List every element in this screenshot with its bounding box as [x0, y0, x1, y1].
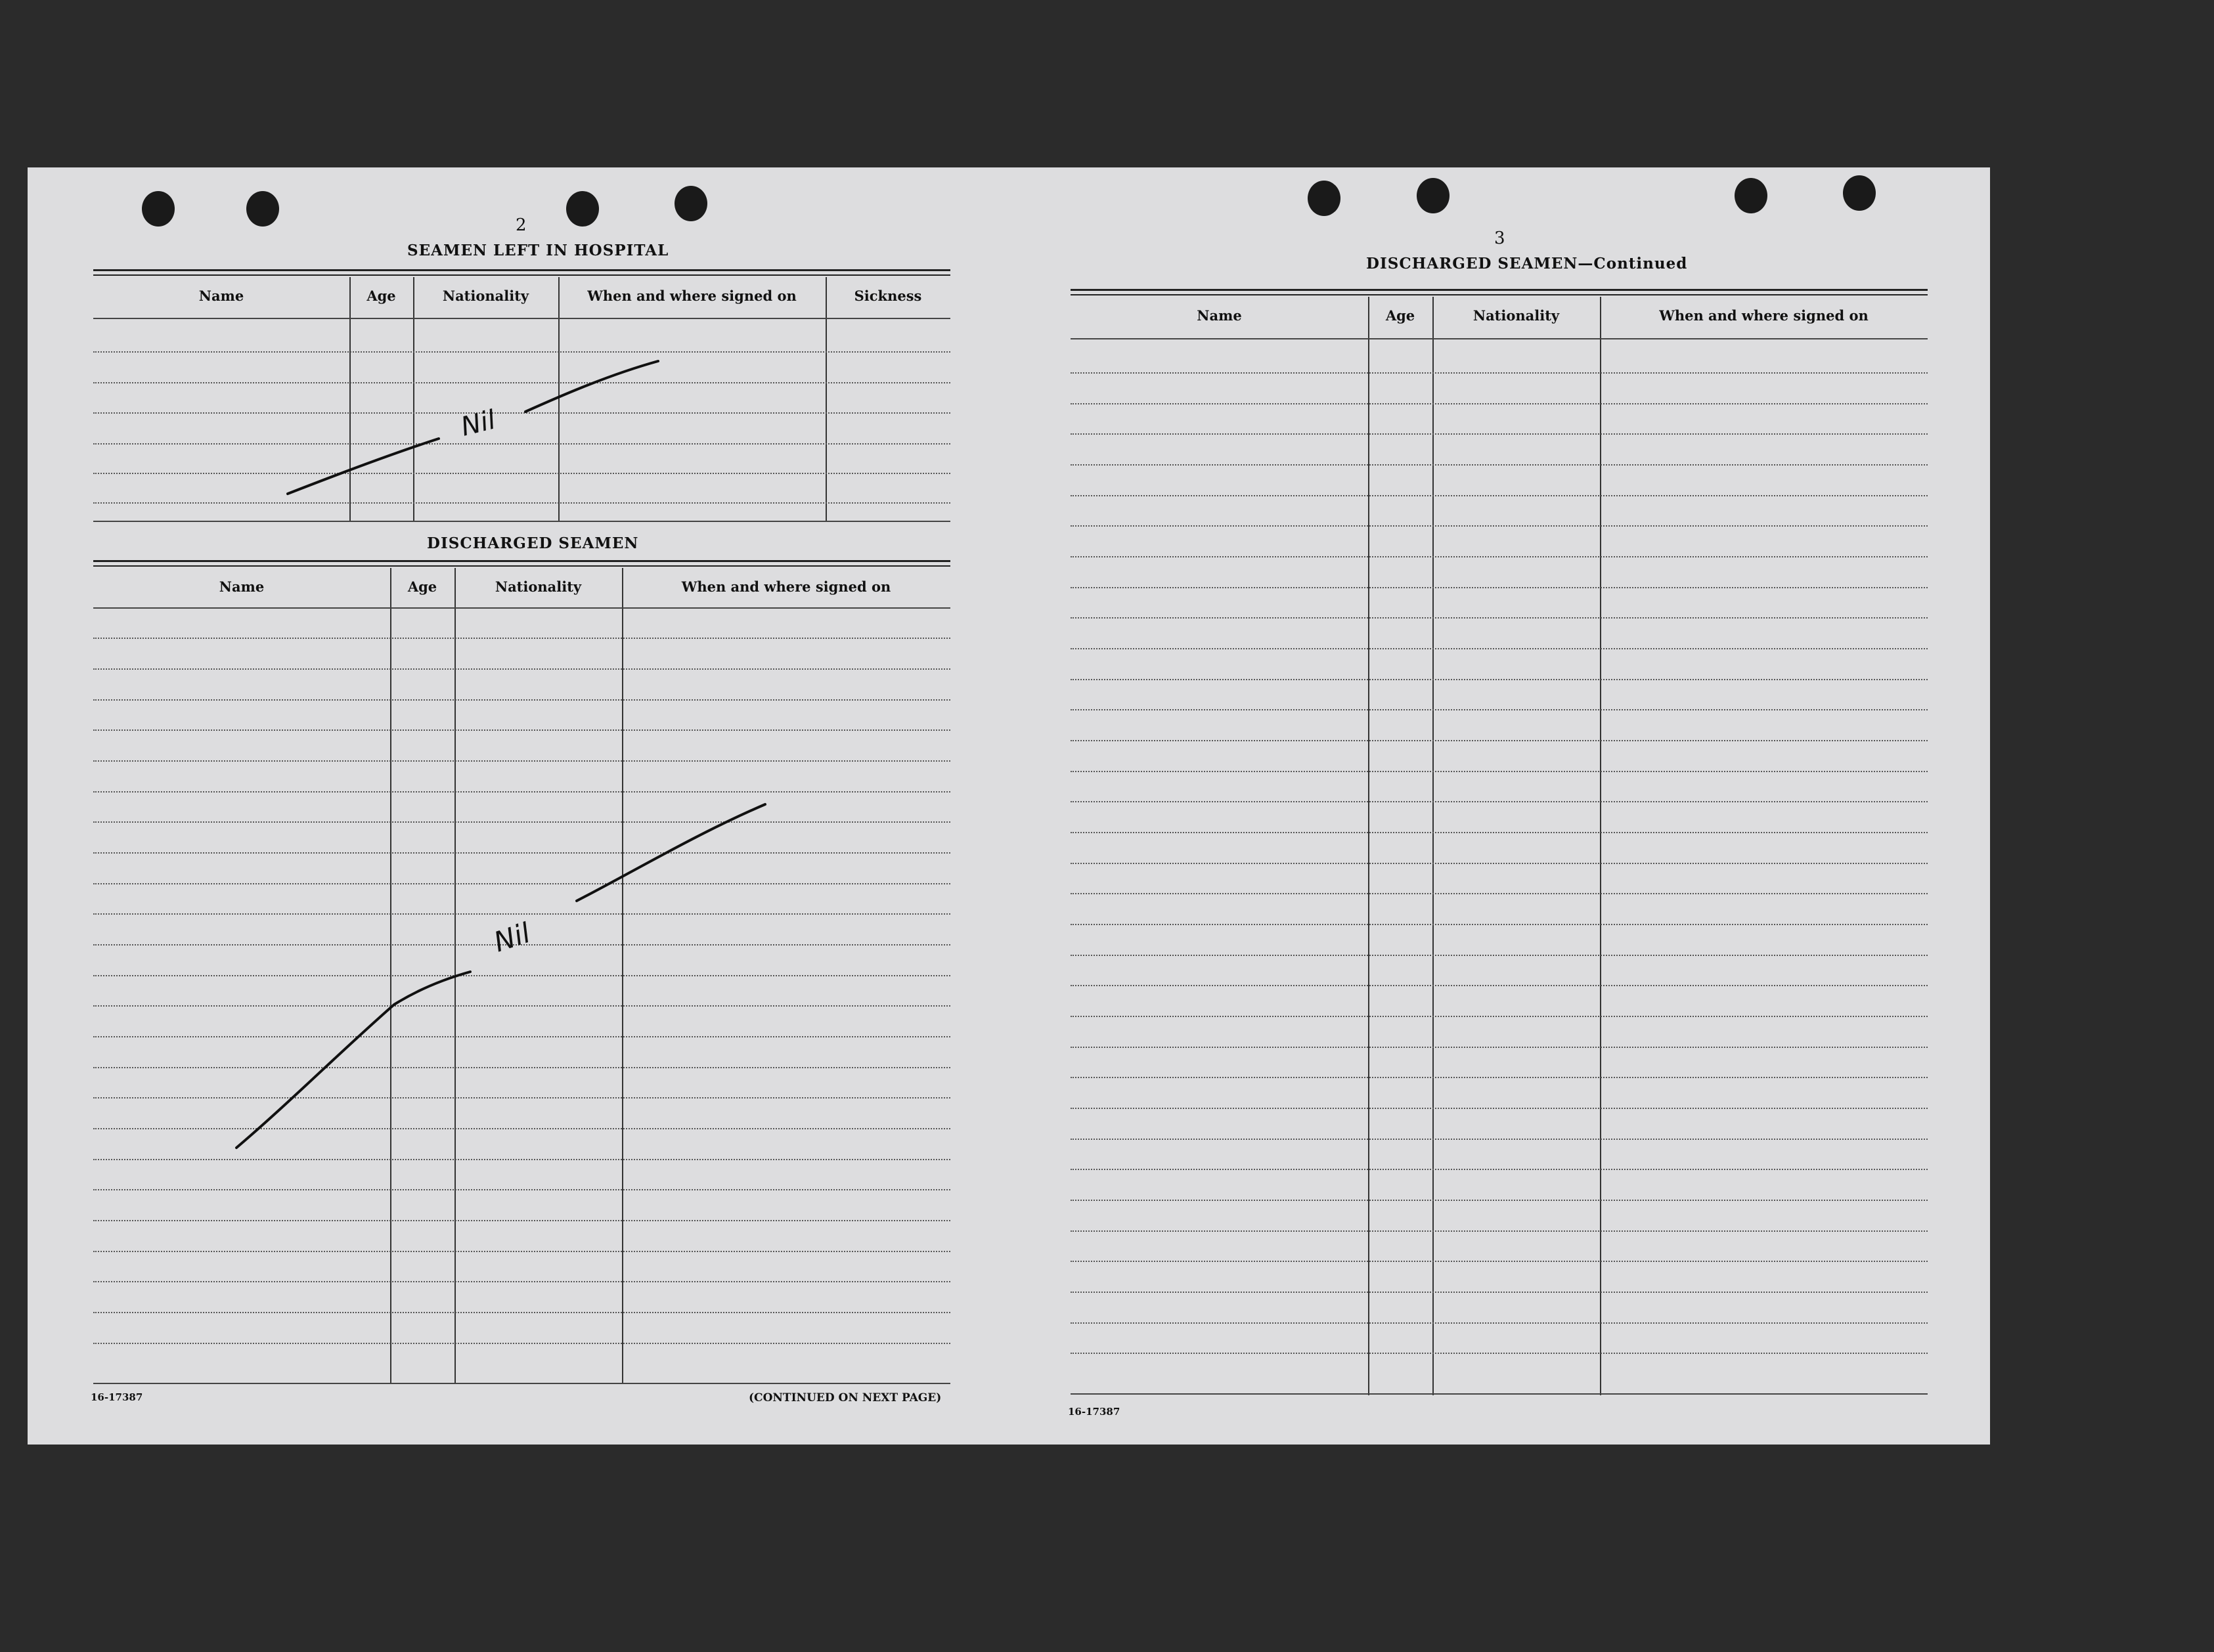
right-col-name: Name	[1197, 307, 1242, 324]
discharged-table-left	[93, 560, 950, 1384]
left-form-number: 16-17387	[91, 1391, 143, 1403]
discharged-table-right	[1071, 289, 1928, 1395]
right-form-number: 16-17387	[1068, 1406, 1120, 1418]
punch-hole	[142, 191, 175, 227]
hospital-col-sickness: Sickness	[854, 288, 922, 304]
hospital-col-age: Age	[366, 288, 396, 304]
discharged-nil-handwriting: Nil	[489, 916, 535, 959]
punch-hole	[1735, 178, 1767, 213]
right-col-age: Age	[1385, 307, 1415, 324]
hospital-nil-handwriting: Nil	[458, 404, 499, 443]
right-page-number: 3	[1494, 228, 1505, 248]
left-page-number: 2	[516, 215, 527, 235]
punch-hole	[566, 191, 599, 227]
discharged-col-nationality: Nationality	[495, 578, 582, 595]
hospital-col-signed-on: When and where signed on	[587, 288, 797, 304]
hospital-col-name: Name	[198, 288, 244, 304]
right-col-nationality: Nationality	[1472, 307, 1560, 324]
right-col-signed-on: When and where signed on	[1659, 307, 1869, 324]
punch-hole	[246, 191, 279, 227]
hospital-col-nationality: Nationality	[442, 288, 529, 304]
continued-section-title: DISCHARGED SEAMEN—Continued	[1366, 255, 1688, 272]
punch-hole	[1843, 175, 1876, 211]
discharged-col-name: Name	[219, 578, 265, 595]
continued-note: (CONTINUED ON NEXT PAGE)	[749, 1391, 942, 1404]
punch-hole	[675, 186, 707, 221]
hospital-section-title: SEAMEN LEFT IN HOSPITAL	[407, 242, 669, 259]
hospital-table	[93, 269, 950, 522]
punch-hole	[1417, 178, 1450, 213]
punch-hole	[1308, 181, 1340, 216]
discharged-col-age: Age	[407, 578, 437, 595]
discharged-col-signed-on: When and where signed on	[681, 578, 891, 595]
discharged-section-title: DISCHARGED SEAMEN	[427, 534, 639, 552]
